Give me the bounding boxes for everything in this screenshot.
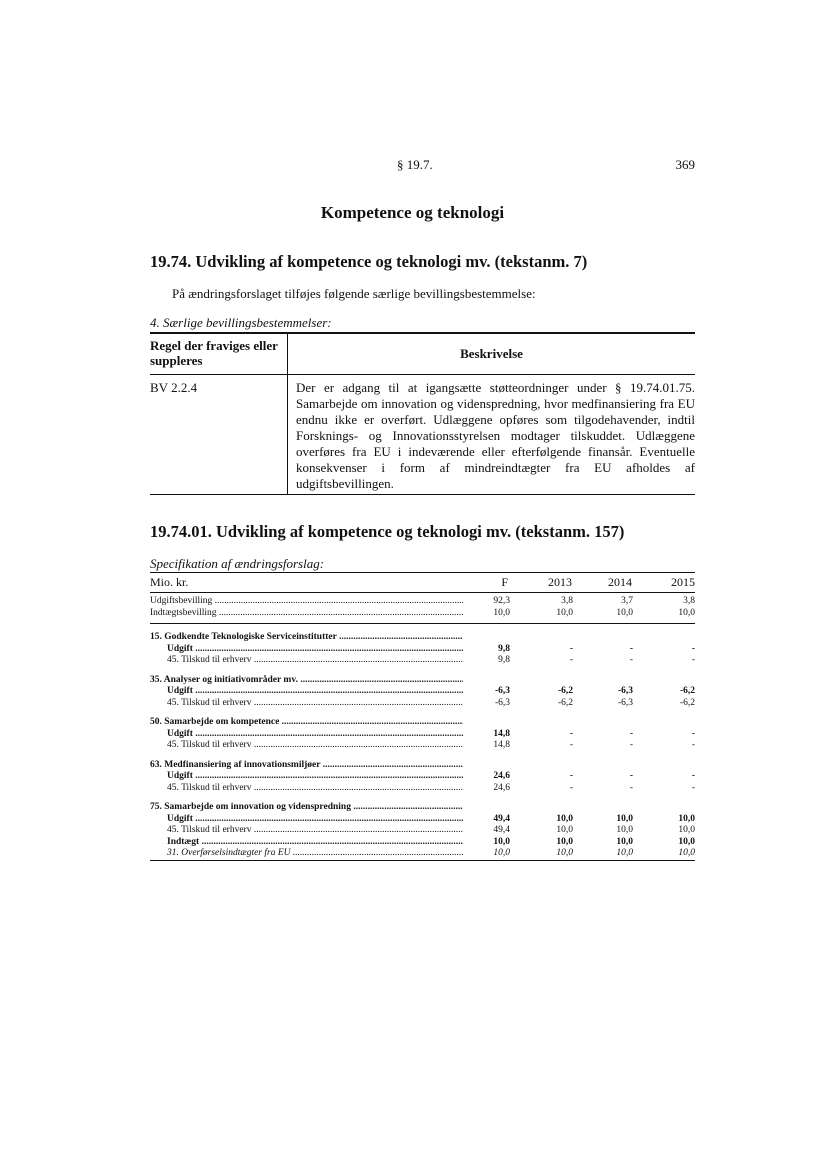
row-label: 45. Tilskud til erhverv ..... (150, 655, 463, 667)
table-row (150, 783, 695, 795)
spec-caption: Specifikation af ændringsforslag: (150, 556, 325, 571)
cell-f: 9,8 (498, 655, 510, 665)
table-row (150, 771, 695, 783)
row-label: 45. Tilskud til erhverv ..... (150, 783, 463, 795)
table-row (150, 608, 695, 620)
account-group-50 (150, 717, 695, 752)
cell-2015: - (691, 740, 695, 750)
account-group-63 (150, 760, 695, 795)
col-header-2014: 2014 (608, 575, 632, 589)
group-title: 15. Godkendte Teknologiske Serviceinstitutter ..... (150, 632, 463, 644)
cell-f: 24,6 (493, 771, 510, 781)
subheading-special-provisions: 4. Særlige bevillingsbestemmelser: (150, 315, 332, 330)
col-header-2015: 2015 (671, 575, 695, 589)
cell-2015: - (691, 771, 695, 781)
cell-2014: 10,0 (616, 848, 633, 858)
row-label: Udgift ..... (150, 644, 463, 656)
cell-2014: - (629, 740, 633, 750)
row-label: 45. Tilskud til erhverv ..... (150, 740, 463, 752)
account-group-75 (150, 802, 695, 861)
table-row (150, 375, 695, 495)
cell-2015: -6,2 (679, 697, 695, 708)
cell-2013: - (569, 728, 573, 739)
section-heading-19-74-01: 19.74.01. Udvikling af kompetence og teknologi mv. (tekstanm. 157) (150, 522, 625, 541)
cell-2015: 10,0 (678, 825, 695, 835)
rule-cell: BV 2.2.4 (150, 375, 288, 495)
cell-2014: 10,0 (616, 607, 633, 618)
cell-2015: 10,0 (678, 813, 695, 824)
cell-2015: - (691, 728, 695, 739)
table-row (150, 825, 695, 837)
table-row (150, 814, 695, 826)
cell-f: 49,4 (493, 813, 510, 824)
cell-f: 9,8 (498, 643, 510, 654)
cell-f: 14,8 (493, 740, 510, 750)
row-label: Udgift ..... (150, 686, 463, 698)
cell-2015: - (691, 643, 695, 654)
row-label: 45. Tilskud til erhverv ..... (150, 825, 463, 837)
group-title-row (150, 632, 695, 644)
cell-2013: - (569, 782, 573, 793)
cell-2013: 3,8 (561, 596, 573, 606)
cell-f: 92,3 (493, 596, 510, 606)
col-header-f: F (501, 575, 508, 589)
row-label: Udgiftsbevilling ..... (150, 596, 463, 608)
cell-2013: 10,0 (556, 836, 573, 847)
cell-2014: 10,0 (616, 825, 633, 835)
cell-2014: - (629, 655, 633, 665)
cell-f: -6,3 (494, 686, 510, 696)
section-heading-19-74: 19.74. Udvikling af kompetence og teknologi mv. (tekstanm. 7) (150, 252, 588, 271)
cell-2014: - (629, 782, 633, 793)
cell-f: -6,3 (494, 697, 510, 708)
row-label: Indtægt ..... (150, 837, 463, 849)
table-row (150, 596, 695, 608)
cell-2015: - (691, 655, 695, 665)
provisions-table-header (150, 333, 695, 375)
cell-2013: -6,2 (557, 686, 573, 696)
table-row (150, 686, 695, 698)
col-header-rule: Regel der fraviges eller suppleres (150, 333, 288, 375)
group-title: 75. Samarbejde om innovation og videnspredning ..... (150, 802, 463, 814)
row-label: 31. Overførselsindtægter fra EU ..... (150, 848, 463, 860)
row-label: 45. Tilskud til erhverv ..... (150, 698, 463, 710)
spec-table (150, 572, 695, 861)
cell-2014: - (629, 728, 633, 739)
cell-2015: 10,0 (678, 836, 695, 847)
row-label: Udgift ..... (150, 729, 463, 741)
page-number: 369 (675, 157, 695, 172)
cell-f: 49,4 (493, 825, 510, 835)
cell-2013: - (569, 643, 573, 654)
cell-2014: - (629, 643, 633, 654)
group-title-row (150, 760, 695, 772)
row-label: Udgift ..... (150, 771, 463, 783)
table-row (150, 655, 695, 667)
description-cell: Der er adgang til at igangsætte støtteordninger under § 19.74.01.75. Samarbejde om innovation og videnspredning, hvor medfinansiering fra EU endnu ikke er overført. Udlæggene opføres som tilgodehavender, indtil Forsknings- og Innovationsstyrelsen modtager tilskuddet. Udlæggene overføres fra EU i indeværende eller efterfølgende finansår. Eventuelle konsekvenser i form af mindreindtægter fra EU afholdes af udgiftsbevillingen. (296, 380, 695, 491)
cell-2014: -6,3 (617, 686, 633, 696)
cell-2015: 3,8 (683, 596, 695, 606)
cell-2013: 10,0 (556, 825, 573, 835)
group-title: 63. Medfinansiering af innovationsmiljøer ..... (150, 760, 463, 772)
row-label: Udgift ..... (150, 814, 463, 826)
cell-2014: 3,7 (621, 596, 633, 606)
spec-header-row (150, 572, 695, 593)
table-row (150, 644, 695, 656)
col-header-description: Beskrivelse (460, 345, 523, 361)
cell-2013: - (569, 740, 573, 750)
chapter-title: Kompetence og teknologi (320, 203, 505, 222)
cell-2014: - (629, 771, 633, 781)
intro-text: På ændringsforslaget tilføjes følgende særlige bevillingsbestemmelse: (172, 286, 536, 301)
cell-2014: -6,3 (617, 697, 633, 708)
group-title: 35. Analyser og initiativområder mv. ..... (150, 675, 463, 687)
cell-2013: 10,0 (556, 607, 573, 618)
cell-f: 10,0 (493, 836, 510, 847)
summary-block (150, 593, 695, 624)
group-title-row (150, 675, 695, 687)
table-row (150, 848, 695, 860)
row-label: Indtægtsbevilling ..... (150, 608, 463, 620)
cell-2014: 10,0 (616, 813, 633, 824)
cell-2014: 10,0 (616, 836, 633, 847)
running-header-section: § 19.7. (397, 157, 433, 172)
cell-2013: - (569, 655, 573, 665)
provisions-table (150, 332, 695, 495)
cell-2015: 10,0 (678, 607, 695, 618)
group-title: 50. Samarbejde om kompetence ..... (150, 717, 463, 729)
cell-2013: 10,0 (556, 813, 573, 824)
account-group-15 (150, 632, 695, 667)
table-row (150, 729, 695, 741)
account-group-35 (150, 675, 695, 710)
cell-f: 10,0 (493, 607, 510, 618)
cell-f: 10,0 (493, 848, 510, 858)
cell-2015: 10,0 (678, 848, 695, 858)
group-title-row (150, 717, 695, 729)
cell-2015: -6,2 (679, 686, 695, 696)
table-row (150, 698, 695, 710)
table-row (150, 740, 695, 752)
cell-2013: - (569, 771, 573, 781)
cell-2013: -6,2 (557, 697, 573, 708)
group-title-row (150, 802, 695, 814)
col-header-unit: Mio. kr. (150, 575, 189, 589)
cell-2013: 10,0 (556, 848, 573, 858)
table-row (150, 837, 695, 849)
cell-2015: - (691, 782, 695, 793)
cell-f: 24,6 (493, 782, 510, 793)
cell-f: 14,8 (493, 728, 510, 739)
col-header-2013: 2013 (548, 575, 572, 589)
